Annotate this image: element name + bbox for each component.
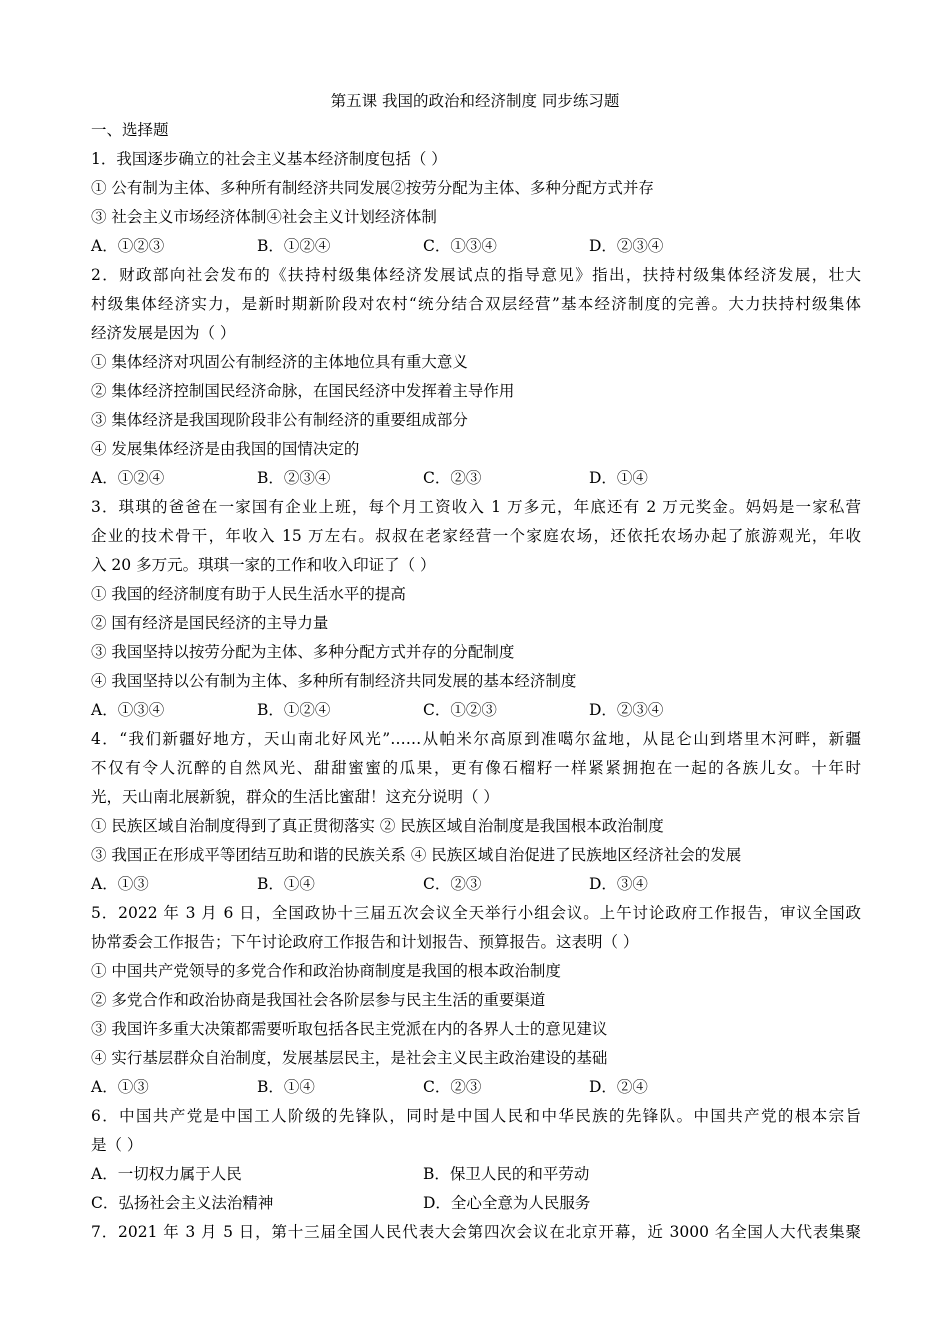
- statement: ③ 集体经济是我国现阶段非公有制经济的重要组成部分: [91, 411, 468, 429]
- option-c: C．①②③: [423, 701, 497, 719]
- option-c: C．②③: [423, 875, 482, 893]
- question-stem: 7．2021 年 3 月 5 日，第十三届全国人民代表大会第四次会议在北京开幕，近 3000 名全国人大代表集聚: [91, 1223, 861, 1241]
- option-b: B．②③④: [257, 469, 331, 487]
- statement: ② 多党合作和政治协商是我国社会各阶层参与民主生活的重要渠道: [91, 991, 546, 1009]
- option-a: A．①③: [91, 875, 149, 893]
- option-d: D．②③④: [589, 701, 664, 719]
- statement: ③ 我国正在形成平等团结互助和谐的民族关系 ④ 民族区域自治促进了民族地区经济社会的发展: [91, 846, 742, 864]
- statement: ② 国有经济是国民经济的主导力量: [91, 614, 329, 632]
- option-d: D．①④: [589, 469, 648, 487]
- question-stem: 协常委会工作报告；下午讨论政府工作报告和计划报告、预算报告。这表明（ ）: [91, 933, 639, 951]
- option-d: D．全心全意为人民服务: [423, 1194, 591, 1212]
- section-heading: 一、选择题: [91, 121, 169, 139]
- option-c: C．②③: [423, 1078, 482, 1096]
- question-stem: 村级集体经济实力，是新时期新阶段对农村“统分结合双层经营”基本经济制度的完善。大力扶持村级集体: [91, 295, 861, 313]
- question-stem: 经济发展是因为（ ）: [91, 324, 236, 342]
- option-a: A．一切权力属于人民: [91, 1165, 242, 1183]
- statement: ② 集体经济控制国民经济命脉，在国民经济中发挥着主导作用: [91, 382, 515, 400]
- option-d: D．②④: [589, 1078, 648, 1096]
- document-title: 第五课 我国的政治和经济制度 同步练习题: [330, 92, 620, 110]
- statement: ① 民族区域自治制度得到了真正贯彻落实 ② 民族区域自治制度是我国根本政治制度: [91, 817, 664, 835]
- option-a: A．①③: [91, 1078, 149, 1096]
- statement: ① 我国的经济制度有助于人民生活水平的提高: [91, 585, 406, 603]
- statement: ④ 发展集体经济是由我国的国情决定的: [91, 440, 360, 458]
- option-b: B．①④: [257, 1078, 315, 1096]
- statement: ④ 实行基层群众自治制度，发展基层民主，是社会主义民主政治建设的基础: [91, 1049, 608, 1067]
- statement: ① 中国共产党领导的多党合作和政治协商制度是我国的根本政治制度: [91, 962, 561, 980]
- question-stem: 5．2022 年 3 月 6 日，全国政协十三届五次会议全天举行小组会议。上午讨论政府工作报告，审议全国政: [91, 904, 861, 922]
- question-stem: 4．“我们新疆好地方，天山南北好风光”……从帕米尔高原到准噶尔盆地，从昆仑山到塔里木河畔，新疆: [91, 730, 861, 748]
- statement: ① 公有制为主体、多种所有制经济共同发展②按劳分配为主体、多种分配方式并存: [91, 179, 654, 197]
- statement: ③ 我国许多重大决策都需要听取包括各民主党派在内的各界人士的意见建议: [91, 1020, 608, 1038]
- question-stem: 光，天山南北展新貌，群众的生活比蜜甜！这充分说明（ ）: [91, 788, 499, 806]
- option-a: A．①②④: [91, 469, 165, 487]
- option-a: A．①②③: [91, 237, 165, 255]
- option-b: B．保卫人民的和平劳动: [423, 1165, 590, 1183]
- option-b: B．①④: [257, 875, 315, 893]
- option-c: C．弘扬社会主义法治精神: [91, 1194, 274, 1212]
- question-stem: 企业的技术骨干，年收入 15 万左右。叔叔在老家经营一个家庭农场，还依托农场办起了旅游观光，年收: [91, 527, 861, 545]
- option-c: C．①③④: [423, 237, 497, 255]
- statement: ③ 社会主义市场经济体制④社会主义计划经济体制: [91, 208, 437, 226]
- question-stem: 6．中国共产党是中国工人阶级的先锋队，同时是中国人民和中华民族的先锋队。中国共产党的根本宗旨: [91, 1107, 861, 1125]
- question-stem: 是（ ）: [91, 1136, 143, 1154]
- option-b: B．①②④: [257, 701, 331, 719]
- question-stem: 入 20 多万元。琪琪一家的工作和收入印证了（ ）: [91, 556, 436, 574]
- question-stem: 3．琪琪的爸爸在一家国有企业上班，每个月工资收入 1 万多元，年底还有 2 万元奖金。妈妈是一家私营: [91, 498, 861, 516]
- option-d: D．③④: [589, 875, 648, 893]
- question-stem: 1．我国逐步确立的社会主义基本经济制度包括（ ）: [91, 150, 447, 168]
- statement: ④ 我国坚持以公有制为主体、多种所有制经济共同发展的基本经济制度: [91, 672, 577, 690]
- option-a: A．①③④: [91, 701, 165, 719]
- question-stem: 2．财政部向社会发布的《扶持村级集体经济发展试点的指导意见》指出，扶持村级集体经济发展，壮大: [91, 266, 861, 284]
- option-c: C．②③: [423, 469, 482, 487]
- option-b: B．①②④: [257, 237, 331, 255]
- statement: ③ 我国坚持以按劳分配为主体、多种分配方式并存的分配制度: [91, 643, 515, 661]
- statement: ① 集体经济对巩固公有制经济的主体地位具有重大意义: [91, 353, 468, 371]
- question-stem: 不仅有令人沉醉的自然风光、甜甜蜜蜜的瓜果，更有像石榴籽一样紧紧拥抱在一起的各族儿女。十年时: [91, 759, 861, 777]
- option-d: D．②③④: [589, 237, 664, 255]
